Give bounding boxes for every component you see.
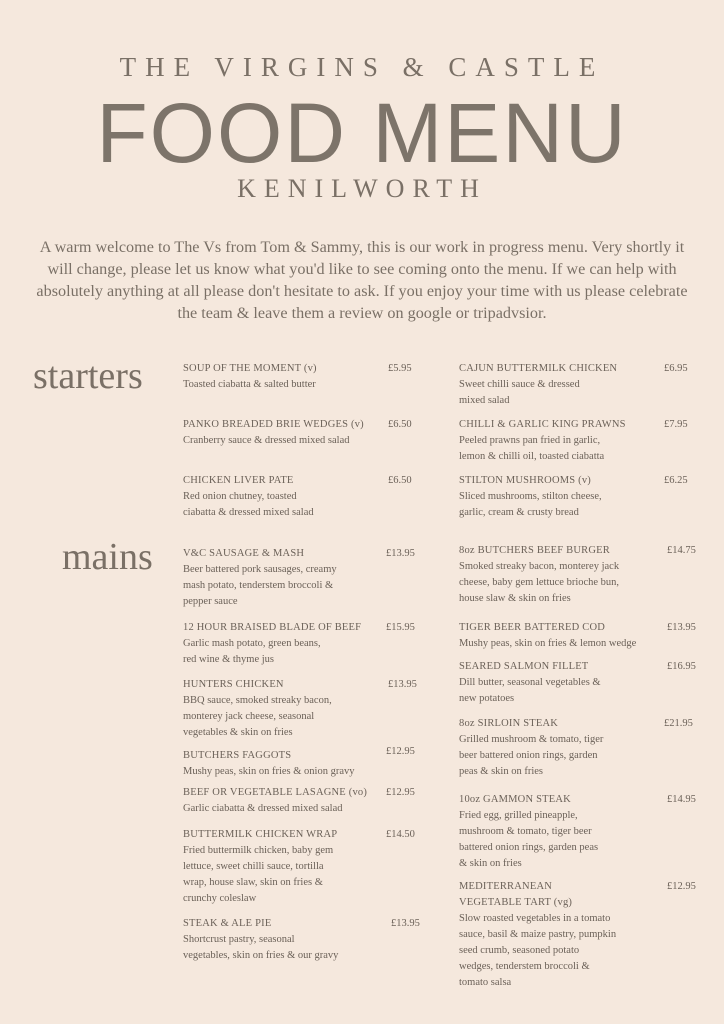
item-description: Sweet chilli sauce & dressed mixed salad (459, 379, 580, 406)
item-description: Grilled mushroom & tomato, tiger beer battered onion rings, garden peas & skin on fries (459, 734, 604, 777)
menu-item (183, 785, 398, 817)
item-description: Fried egg, grilled pineapple, mushroom & tomato, tiger beer battered onion rings, garden peas & skin on fries (459, 810, 599, 869)
item-name: STILTON MUSHROOMS (v) (459, 475, 591, 486)
item-price: £12.95 (386, 746, 415, 757)
item-price: £14.50 (386, 829, 415, 840)
item-price: £21.95 (664, 718, 693, 729)
item-price: £13.95 (388, 679, 417, 690)
menu-item (459, 879, 669, 991)
item-name: 10oz GAMMON STEAK (459, 794, 571, 805)
item-price: £15.95 (386, 622, 415, 633)
item-description: Smoked streaky bacon, monterey jack cheese, baby gem lettuce brioche bun, house slaw & skin on fries (459, 561, 620, 604)
menu-item (459, 659, 669, 707)
item-price: £6.25 (664, 475, 688, 486)
item-name: SOUP OF THE MOMENT (v) (183, 363, 317, 374)
item-description: Mushy peas, skin on fries & lemon wedge (459, 638, 637, 649)
item-name: TIGER BEER BATTERED COD (459, 622, 606, 633)
item-name: HUNTERS CHICKEN (183, 679, 284, 690)
item-description: Shortcrust pastry, seasonal vegetables, skin on fries & our gravy (183, 934, 339, 961)
item-description: Red onion chutney, toasted ciabatta & dressed mixed salad (183, 491, 314, 518)
menu-item (459, 716, 669, 780)
item-description: Slow roasted vegetables in a tomato sauce, basil & maize pastry, pumpkin seed crumb, seasoned potato wedges, tenderstem broccoli & tomato salsa (459, 913, 617, 988)
welcome-message: A warm welcome to The Vs from Tom & Sammy, this is our work in progress menu. Very shortly it will change, please let us know what you'd like to see coming onto the menu. If we can help with absolutely anything at all please don't hesitate to ask. If you enjoy your time with us please celebrate the team & leave them a review on google or tripadvsior. (36, 238, 688, 322)
item-price: £13.95 (386, 548, 415, 559)
menu-item (183, 748, 398, 780)
menu-item (459, 417, 669, 465)
menu-item (459, 361, 669, 409)
menu-item (459, 473, 669, 521)
item-price: £13.95 (391, 918, 420, 929)
starters-heading: starters (33, 355, 143, 397)
item-name: BUTCHERS FAGGOTS (183, 750, 292, 761)
item-price: £13.95 (667, 622, 696, 633)
item-name: MEDITERRANEAN VEGETABLE TART (vg) (459, 881, 573, 908)
menu-item (183, 473, 388, 521)
menu-item (459, 792, 669, 872)
item-name: BUTTERMILK CHICKEN WRAP (183, 829, 338, 840)
item-description: Mushy peas, skin on fries & onion gravy (183, 766, 355, 777)
item-price: £5.95 (388, 363, 412, 374)
location-subtitle: KENILWORTH (237, 174, 487, 203)
item-price: £6.95 (664, 363, 688, 374)
item-price: £6.50 (388, 419, 412, 430)
item-description: Peeled prawns pan fried in garlic, lemon & chilli oil, toasted ciabatta (459, 435, 605, 462)
menu-item (183, 361, 388, 393)
item-description: Sliced mushrooms, stilton cheese, garlic, cream & crusty bread (459, 491, 602, 518)
item-name: CHILLI & GARLIC KING PRAWNS (459, 419, 626, 430)
item-price: £7.95 (664, 419, 688, 430)
menu-item (183, 417, 398, 449)
menu-item (459, 620, 679, 652)
item-name: V&C SAUSAGE & MASH (183, 548, 305, 559)
item-name: 8oz SIRLOIN STEAK (459, 718, 559, 729)
item-price: £16.95 (667, 661, 696, 672)
item-description: Fried buttermilk chicken, baby gem lettuce, sweet chilli sauce, tortilla wrap, house slaw, skin on fries & crunchy coleslaw (183, 845, 334, 904)
item-description: Dill butter, seasonal vegetables & new potatoes (459, 677, 601, 704)
item-price: £6.50 (388, 475, 412, 486)
item-price: £14.95 (667, 794, 696, 805)
menu-item (183, 620, 388, 668)
menu-item (183, 677, 388, 741)
menu-item (183, 546, 388, 610)
item-description: Garlic mash potato, green beans, red wine & thyme jus (183, 638, 321, 665)
item-description: Beer battered pork sausages, creamy mash potato, tenderstem broccoli & pepper sauce (183, 564, 337, 607)
item-name: 8oz BUTCHERS BEEF BURGER (459, 545, 610, 556)
item-name: 12 HOUR BRAISED BLADE OF BEEF (183, 622, 362, 633)
item-name: STEAK & ALE PIE (183, 918, 272, 929)
mains-heading: mains (62, 536, 153, 578)
menu-item (459, 543, 669, 607)
item-name: BEEF OR VEGETABLE LASAGNE (vo) (183, 787, 368, 798)
item-price: £12.95 (667, 881, 696, 892)
item-price: £14.75 (667, 545, 696, 556)
item-price: £12.95 (386, 787, 415, 798)
menu-item (183, 916, 388, 964)
page-title: FOOD MENU (96, 86, 628, 180)
item-name: SEARED SALMON FILLET (459, 661, 589, 672)
item-description: Garlic ciabatta & dressed mixed salad (183, 803, 343, 814)
item-name: CAJUN BUTTERMILK CHICKEN (459, 363, 618, 374)
item-description: BBQ sauce, smoked streaky bacon, monterey jack cheese, seasonal vegetables & skin on fries (183, 695, 332, 738)
item-name: PANKO BREADED BRIE WEDGES (v) (183, 419, 364, 430)
venue-name: THE VIRGINS & CASTLE (119, 52, 605, 82)
item-description: Cranberry sauce & dressed mixed salad (183, 435, 350, 446)
item-description: Toasted ciabatta & salted butter (183, 379, 316, 390)
item-name: CHICKEN LIVER PATE (183, 475, 294, 486)
menu-item (183, 827, 388, 907)
